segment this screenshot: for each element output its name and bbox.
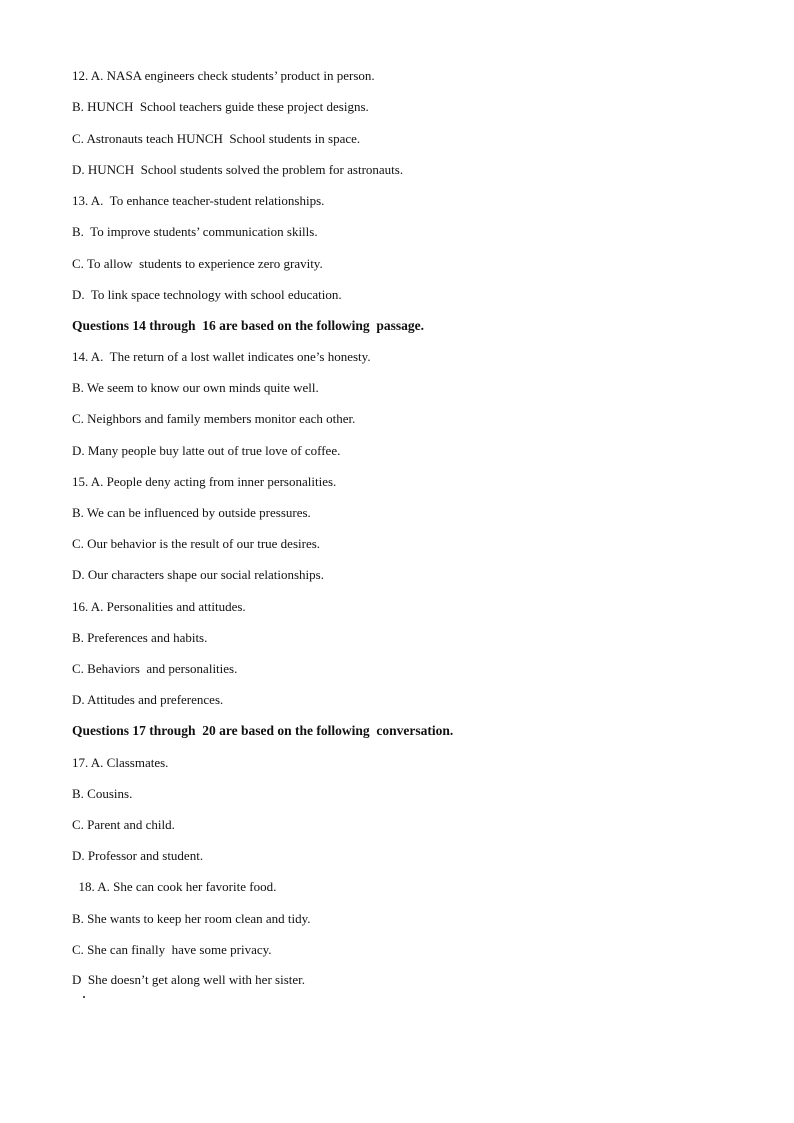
q16-option-b: B. Preferences and habits. <box>72 630 208 645</box>
q16-option-d: D. Attitudes and preferences. <box>72 692 224 707</box>
stray-mark <box>83 996 85 998</box>
q14-option-c: C. Neighbors and family members monitor each other. <box>72 411 356 426</box>
q17-option-c: C. Parent and child. <box>72 817 175 832</box>
q15-option-d: D. Our characters shape our social relationships. <box>72 567 324 582</box>
q18-option-b: B. She wants to keep her room clean and tidy. <box>72 911 311 926</box>
q16-option-a: 16. A. Personalities and attitudes. <box>72 599 246 614</box>
q15-option-c: C. Our behavior is the result of our true desires. <box>72 536 321 551</box>
section-heading-conversation: Questions 17 through 20 are based on the following conversation. <box>72 723 454 738</box>
section-heading-passage: Questions 14 through 16 are based on the following passage. <box>72 318 425 333</box>
q12-option-d: D. HUNCH School students solved the problem for astronauts. <box>72 162 404 177</box>
q13-option-c: C. To allow students to experience zero gravity. <box>72 256 323 271</box>
q16-option-c: C. Behaviors and personalities. <box>72 661 238 676</box>
q14-option-a: 14. A. The return of a lost wallet indicates one’s honesty. <box>72 349 371 364</box>
q15-option-b: B. We can be influenced by outside pressures. <box>72 505 311 520</box>
q12-option-a: 12. A. NASA engineers check students’ product in person. <box>72 68 375 83</box>
q17-option-d: D. Professor and student. <box>72 848 204 863</box>
q15-option-a: 15. A. People deny acting from inner personalities. <box>72 474 337 489</box>
q12-option-b: B. HUNCH School teachers guide these project designs. <box>72 99 369 114</box>
q17-option-a: 17. A. Classmates. <box>72 755 169 770</box>
q13-option-a: 13. A. To enhance teacher-student relationships. <box>72 193 325 208</box>
q13-option-b: B. To improve students’ communication skills. <box>72 224 318 239</box>
q18-option-c: C. She can finally have some privacy. <box>72 942 272 957</box>
q18-option-d: D She doesn’t get along well with her sister. <box>72 972 306 987</box>
q14-option-b: B. We seem to know our own minds quite well. <box>72 380 319 395</box>
q13-option-d: D. To link space technology with school education. <box>72 287 342 302</box>
q14-option-d: D. Many people buy latte out of true love of coffee. <box>72 443 341 458</box>
q12-option-c: C. Astronauts teach HUNCH School students in space. <box>72 131 361 146</box>
q18-option-a: 18. A. She can cook her favorite food. <box>72 879 277 894</box>
q17-option-b: B. Cousins. <box>72 786 133 801</box>
